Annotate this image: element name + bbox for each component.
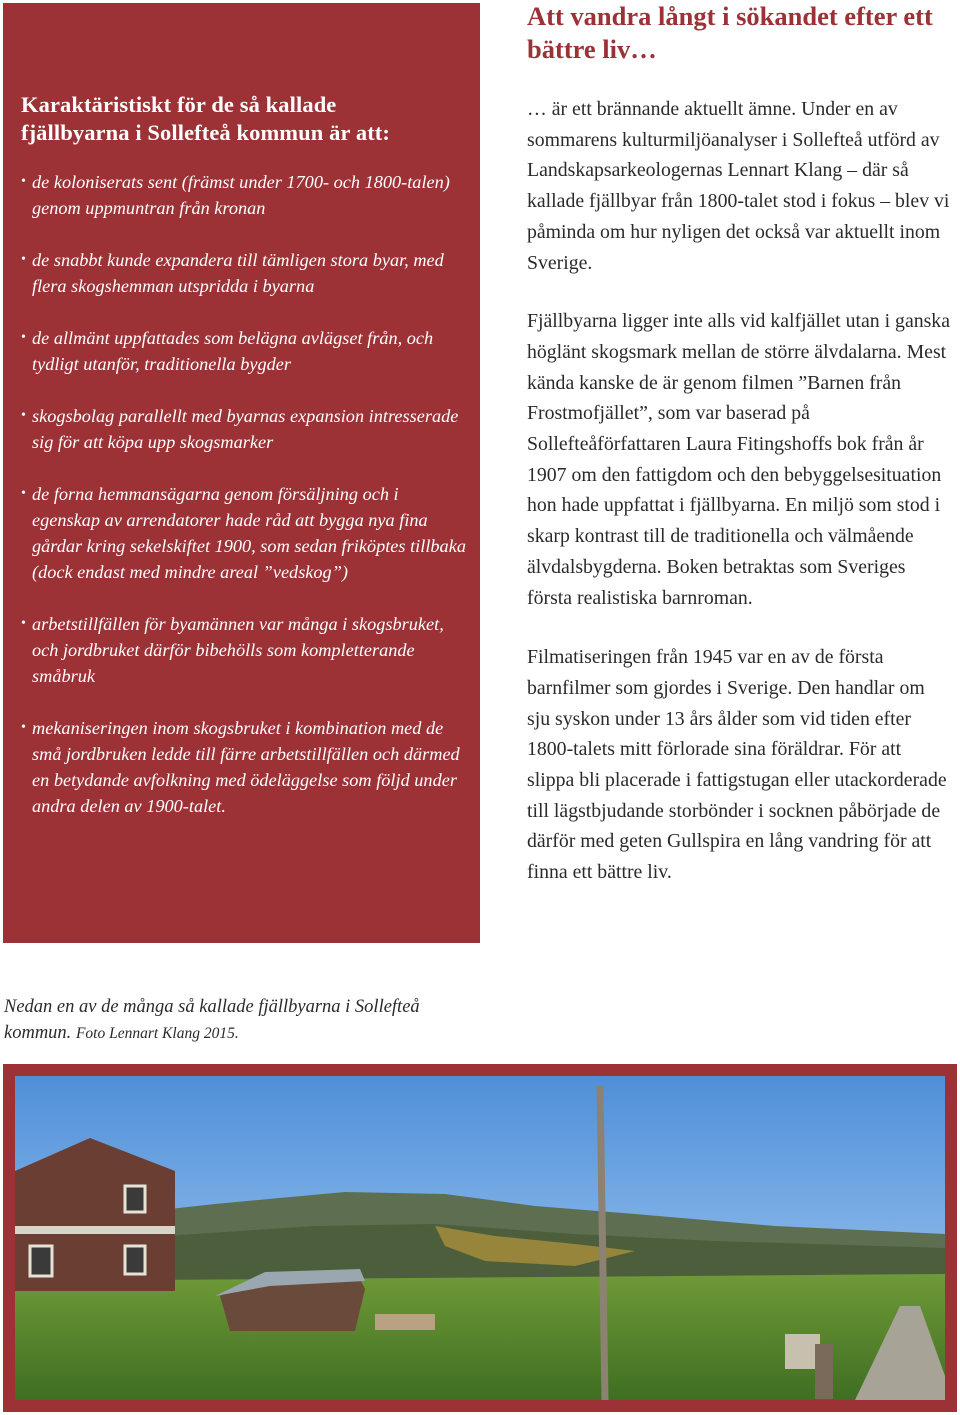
bullet-icon: • <box>21 408 26 423</box>
bullet-icon: • <box>21 720 26 735</box>
photo-credit: Foto Lennart Klang 2015. <box>75 1025 239 1042</box>
fact-text: arbetstillfällen för byamännen var många i skogsbruket, och jordbruket därför bibehölls som kompletterande småbruk <box>32 614 444 686</box>
fact-text: de snabbt kunde expandera till tämligen stora byar, med flera skogshemman utspridda i byarna <box>32 250 444 296</box>
fact-item <box>21 247 466 299</box>
fact-item <box>21 325 466 377</box>
fact-item <box>21 481 466 585</box>
fact-text: de forna hemmansägarna genom försäljning och i egenskap av arrendatorer hade råd att bygga nya fina gårdar kring sekelskiftet 1900, som sedan friköptes tillbaka (dock endast med mindre areal ”vedskog”) <box>32 484 466 582</box>
article-paragraph-3: Filmatiseringen från 1945 var en av de första barnfilmer som gjordes i Sverige. Den handlar om sju syskon under 13 års ålder som vid tiden efter 1800-talets mitt förlorade sina föräldrar. För att slippa bli placerade i fattigstugan eller utackorderade till lägstbjudande storbönder i socknen påbörjade de därför med geten Gullspira en lång vandring för att finna ett bättre liv. <box>527 646 947 884</box>
fact-box <box>3 3 480 943</box>
fact-item <box>21 611 466 689</box>
fact-text: skogsbolag parallellt med byarnas expansion intresserade sig för att köpa upp skogsmarker <box>32 406 459 452</box>
bullet-icon: • <box>21 252 26 267</box>
fact-text: de allmänt uppfattades som belägna avlägset från, och tydligt utanför, traditionella bygder <box>32 328 434 374</box>
fact-list <box>21 169 466 819</box>
caption-text: Nedan en av de många så kallade fjällbyarna i Sollefteå kommun. <box>4 997 420 1043</box>
fact-box-heading <box>21 91 466 147</box>
bullet-icon: • <box>21 330 26 345</box>
article-paragraph-2: Fjällbyarna ligger inte alls vid kalfjället utan i ganska höglänt skogsmark mellan de större älvdalarna. Mest kända kanske de är genom filmen ”Barnen från Frostmofjället”, som var baserad på Sollefteåförfattaren Laura Fitingshoffs bok från år 1907 om den fattigdom och den bebyggelsesituation hon hade uppfattat i fjällbyarna. En miljö som stod i skarp kontrast till de traditionella och välmående älvdalsbygderna. Boken betraktas som Sveriges första realistiska barnroman. <box>527 310 950 609</box>
village-landscape-image <box>15 1076 945 1400</box>
fact-item <box>21 169 466 221</box>
fact-text: mekaniseringen inom skogsbruket i kombination med de små jordbruken ledde till färre arbetstillfällen och därmed en betydande avfolkning med ödeläggelse som följd under andra delen av 1900-talet. <box>32 718 460 816</box>
fact-text: de koloniserats sent (främst under 1700- och 1800-talen) genom uppmuntran från kronan <box>32 172 450 218</box>
village-photo <box>3 1064 957 1412</box>
fact-box-heading-line1: Karaktäristiskt för de så kallade <box>21 92 337 117</box>
bullet-icon: • <box>21 174 26 189</box>
bullet-icon: • <box>21 616 26 631</box>
photo-caption <box>4 994 474 1047</box>
fact-item <box>21 403 466 455</box>
article-paragraph-1: … är ett brännande aktuellt ämne. Under en av sommarens kulturmiljöanalyser i Sollefteå utförd av Landskapsarkeologernas Lennart Klang – där så kallade fjällbyar från 1800-talet stod i fokus – blev vi påminda om hur nyligen det också var aktuellt inom Sverige. <box>527 98 950 274</box>
fact-box-heading-line2: fjällbyarna i Sollefteå kommun är att: <box>21 120 390 145</box>
article-title: Att vandra långt i sökandet efter ett bättre liv… <box>527 1 933 64</box>
fact-item <box>21 715 466 819</box>
bullet-icon: • <box>21 486 26 501</box>
article <box>527 0 952 888</box>
